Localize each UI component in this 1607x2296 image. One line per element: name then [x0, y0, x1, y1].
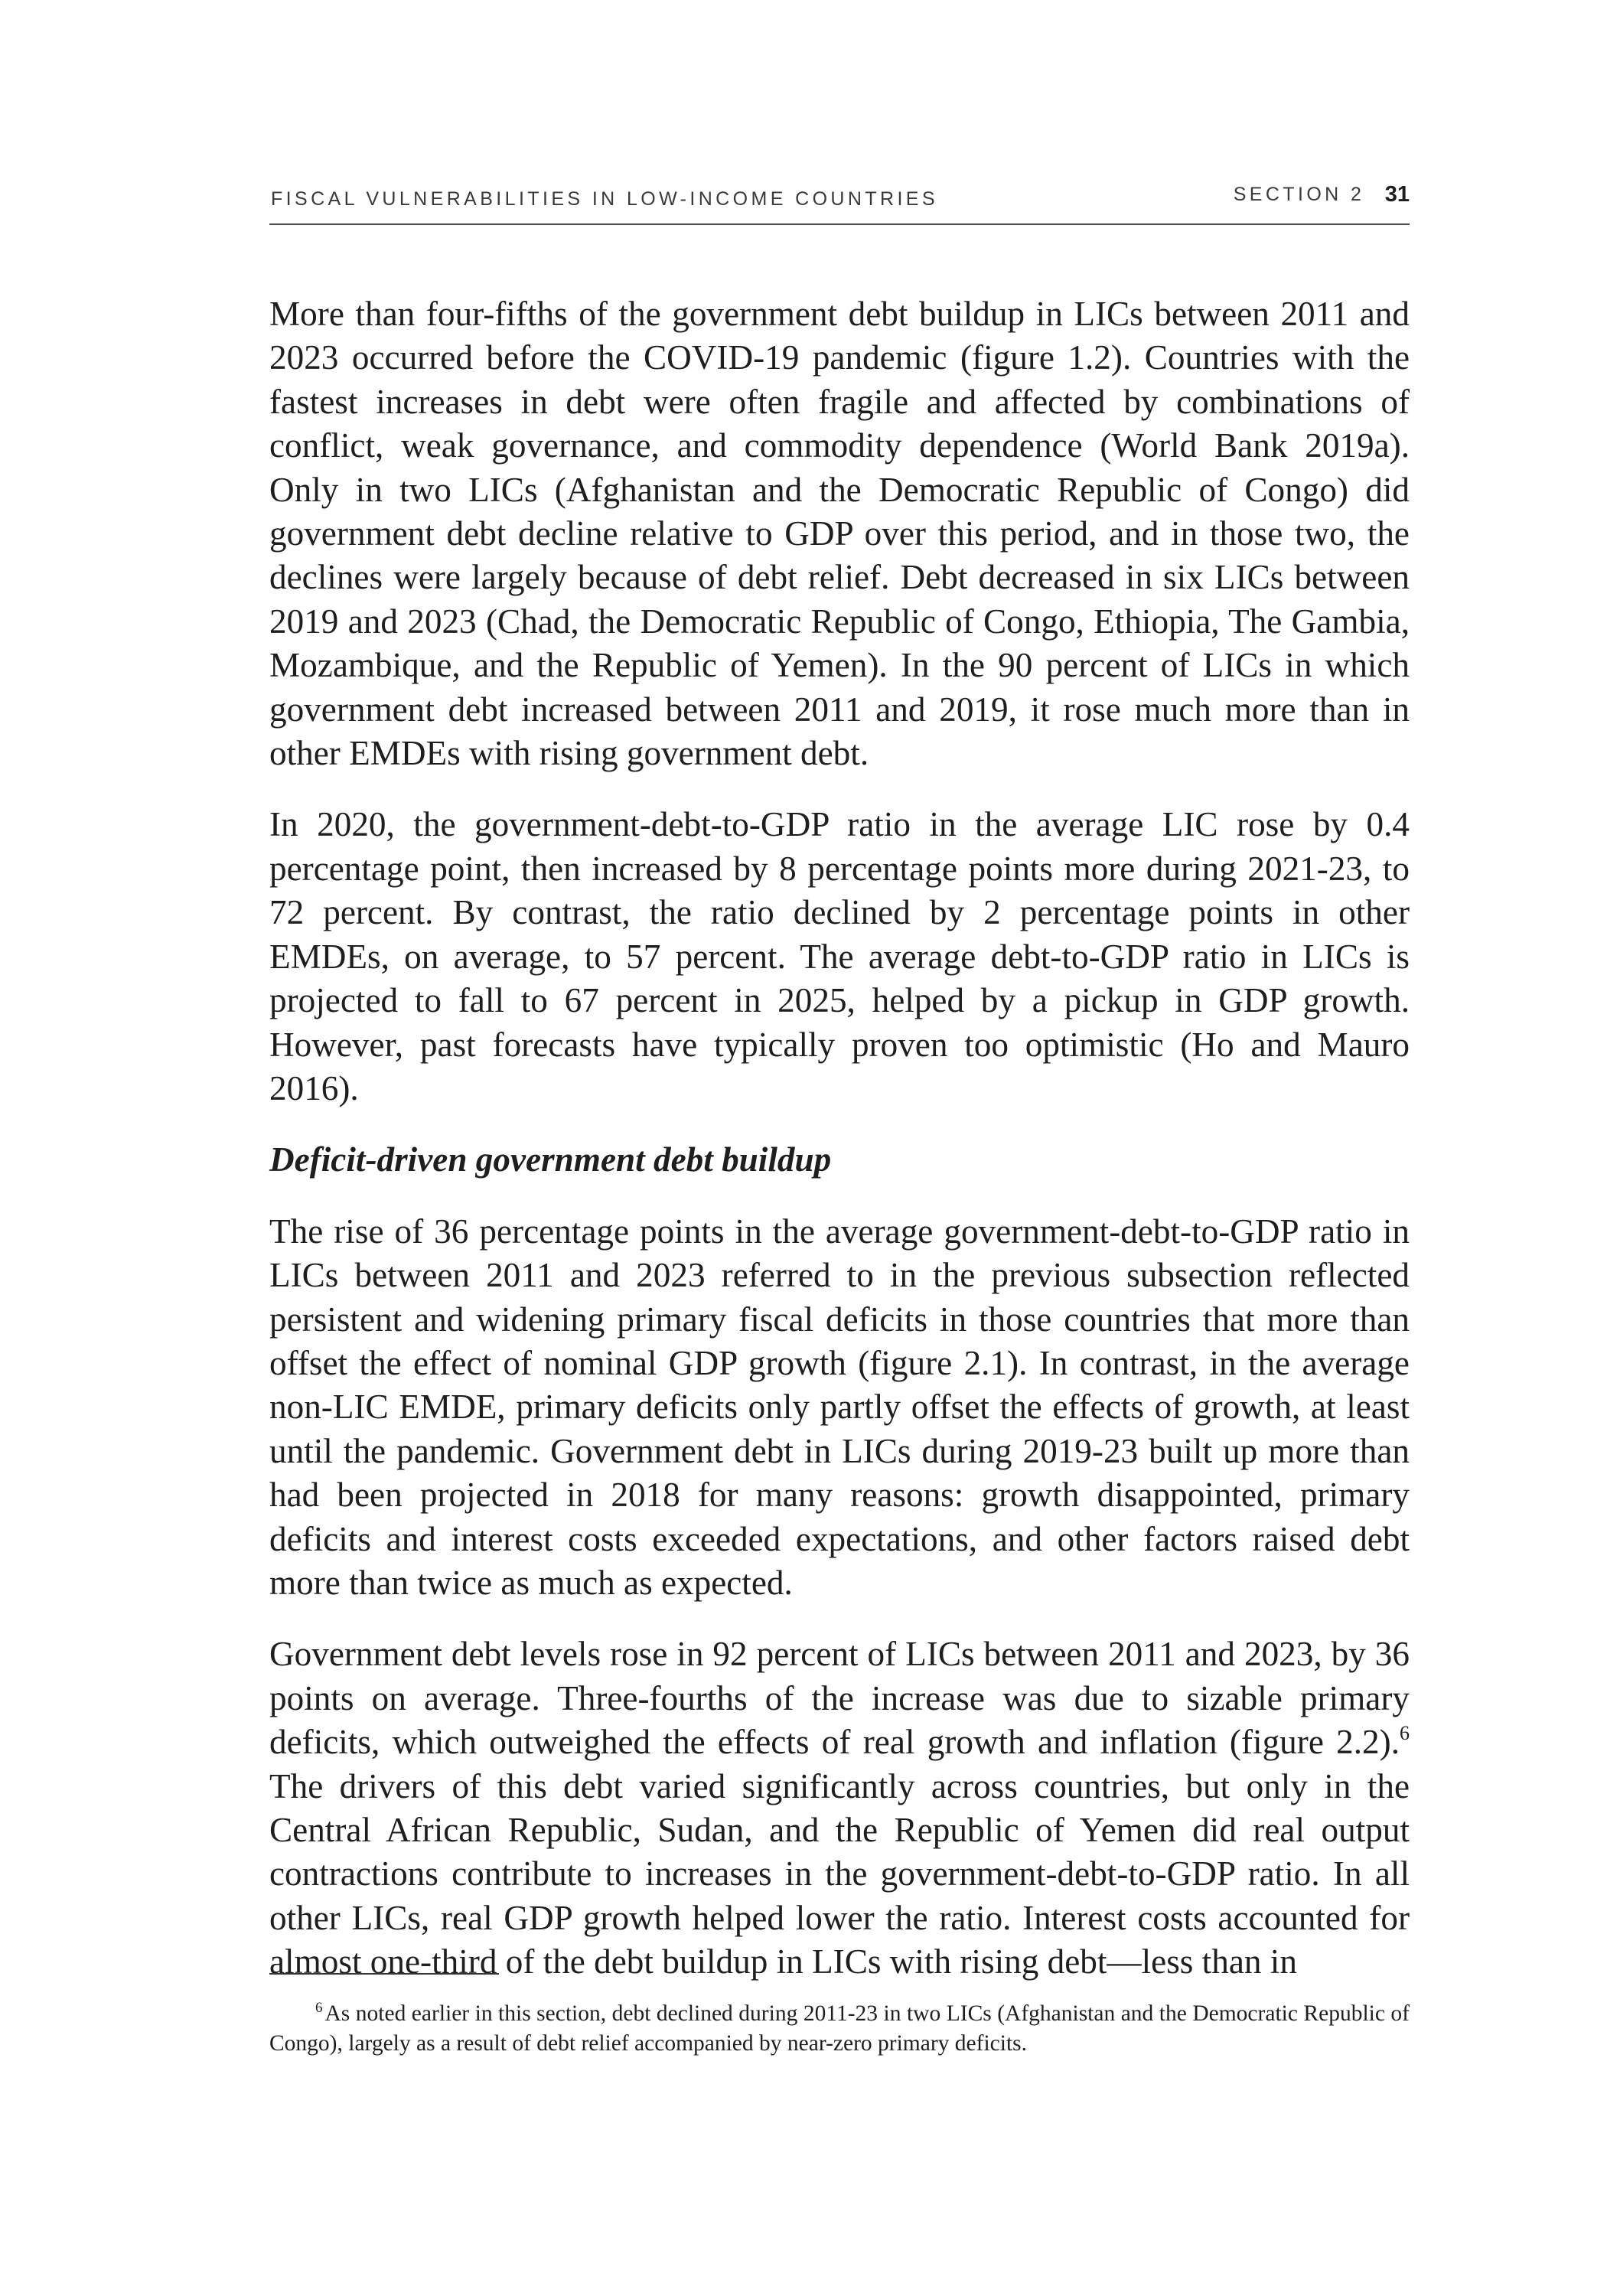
paragraph-3: The rise of 36 percentage points in the average government-debt-to-GDP ratio in LICs between 2011 and 2023 referred to in the previous subsection reflected persistent and widening primary fiscal deficits in those countries that more than offset the effect of nominal GDP growth (figure 2.1). In contrast, in the average non-LIC EMDE, primary deficits only partly offset the effects of growth, at least until the pandemic. Government debt in LICs during 2019-23 built up more than had been projected in 2018 for many reasons: growth disappointed, primary deficits and interest costs exceeded expectations, and other factors raised debt more than twice as much as expected.	[269, 1212, 1410, 1602]
footnote-text: As noted earlier in this section, debt declined during 2011-23 in two LICs (Afghanistan and the Democratic Republic of Congo), largely as a result of debt relief accompanied by near-zero primary deficits.	[269, 2001, 1410, 2056]
section-label: SECTION 2	[1233, 184, 1365, 205]
footnote-marker: 6	[315, 2000, 323, 2016]
paragraph-1: More than four-fifths of the government debt buildup in LICs between 2011 and 2023 occurred before the COVID-19 pandemic (figure 1.2). Countries with the fastest increases in debt were often fragile and affected by combinations of conflict, weak governance, and commodity dependence (World Bank 2019a). Only in two LICs (Afghanistan and the Democratic Republic of Congo) did government debt decline relative to GDP over this period, and in those two, the declines were largely because of debt relief. Debt decreased in six LICs between 2019 and 2023 (Chad, the Democratic Republic of Congo, Ethiopia, The Gambia, Mozambique, and the Republic of Yemen). In the 90 percent of LICs in which government debt increased between 2011 and 2019, it rose much more than in other EMDEs with rising government debt.	[269, 295, 1410, 773]
main-text	[269, 292, 1410, 2012]
paragraph-4-text-b: The drivers of this debt varied significantly across countries, but only in the Central African Republic, Sudan, and the Republic of Yemen did real output contractions contribute to increases in the government-debt-to-GDP ratio. In all other LICs, real GDP growth helped lower the ratio. Interest costs accounted for almost one-third of the debt buildup in LICs with rising debt—less than in	[269, 1766, 1410, 1981]
running-header	[269, 178, 1410, 225]
footnote-reference[interactable]: 6	[1400, 1722, 1410, 1745]
header-right	[1234, 182, 1410, 207]
section-subheading: Deficit-driven government debt buildup	[269, 1140, 832, 1179]
paragraph-2: In 2020, the government-debt-to-GDP ratio in the average LIC rose by 0.4 percentage point, then increased by 8 percentage points more during 2021-23, to 72 percent. By contrast, the ratio declined by 2 percentage points in other EMDEs, on average, to 57 percent. The average debt-to-GDP ratio in LICs is projected to fall to 67 percent in 2025, helped by a pickup in GDP growth. However, past forecasts have typically proven too optimistic (Ho and Mauro 2016).	[269, 805, 1410, 1107]
paragraph-4-text-a: Government debt levels rose in 92 percent of LICs between 2011 and 2023, by 36 points on average. Three-fourths of the increase was due to sizable primary deficits, which outweighed the effects of real growth and inflation (figure 2.2).	[269, 1635, 1410, 1762]
footnote-divider	[269, 1973, 499, 1975]
page-number: 31	[1384, 182, 1410, 207]
footnote	[269, 1999, 1410, 2058]
paragraph-4	[269, 1632, 1410, 1984]
running-title: FISCAL VULNERABILITIES IN LOW-INCOME COUNTRIES	[271, 188, 938, 210]
